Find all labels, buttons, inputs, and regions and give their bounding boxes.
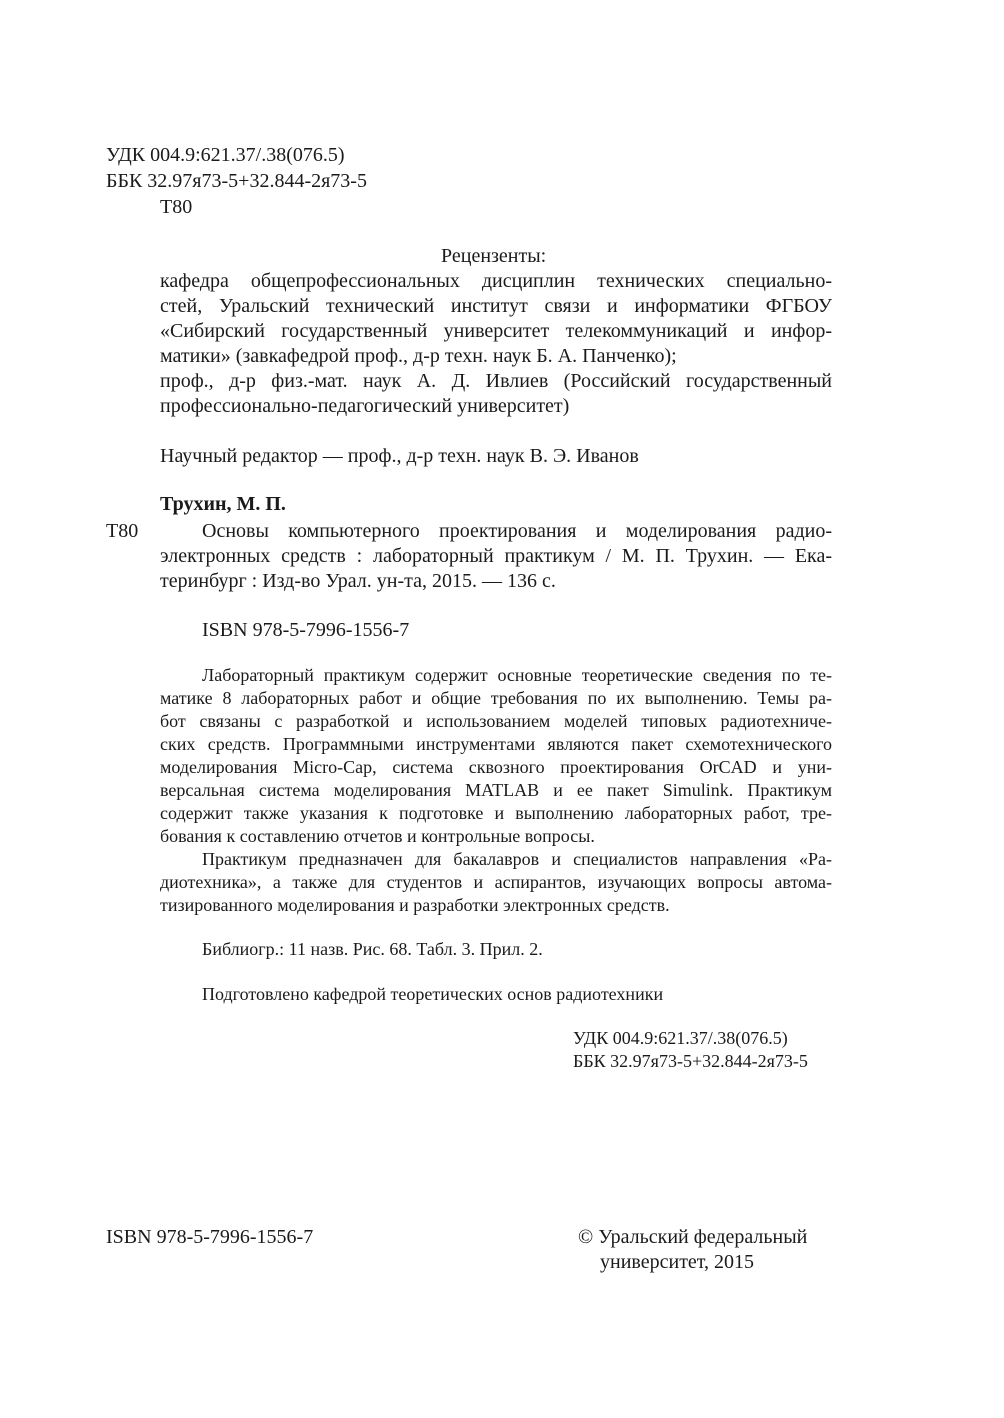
bib-line: Основы компьютерного проектирования и моделирования радио- bbox=[202, 520, 832, 542]
abstract-line: бования к составлению отчетов и контрольные вопросы. bbox=[160, 826, 595, 846]
abstract-line: бот связаны с разработкой и использованием моделей типовых радиотехниче- bbox=[160, 711, 832, 731]
bib-author: Трухин, М. П. bbox=[160, 493, 286, 515]
reviewers-line: матики» (завкафедрой проф., д-р техн. наук Б. А. Панченко); bbox=[160, 345, 677, 367]
bottom-isbn: ISBN 978-5-7996-1556-7 bbox=[106, 1226, 314, 1248]
reviewers-line: стей, Уральский технический институт связи и информатики ФГБОУ bbox=[160, 295, 832, 317]
abstract-line: ских средств. Программными инструментами являются пакет схемотехнического bbox=[160, 734, 832, 754]
header-udk: УДК 004.9:621.37/.38(076.5) bbox=[106, 144, 345, 166]
bib-isbn: ISBN 978-5-7996-1556-7 bbox=[202, 619, 410, 641]
abstract-line: тизированного моделирования и разработки электронных средств. bbox=[160, 895, 670, 915]
footer-udk: УДК 004.9:621.37/.38(076.5) bbox=[573, 1028, 788, 1048]
prepared-by: Подготовлено кафедрой теоретических основ радиотехники bbox=[202, 984, 664, 1004]
scientific-editor: Научный редактор — проф., д-р техн. наук В. Э. Иванов bbox=[160, 445, 639, 467]
abstract-line: Лабораторный практикум содержит основные теоретические сведения по те- bbox=[202, 665, 832, 685]
abstract-line: содержит также указания к подготовке и выполнению лабораторных работ, тре- bbox=[160, 803, 832, 823]
copyright-line-1: © Уральский федеральный bbox=[578, 1226, 808, 1248]
abstract-line: Практикум предназначен для бакалавров и специалистов направления «Ра- bbox=[202, 849, 832, 869]
bib-description bbox=[160, 519, 832, 594]
bib-author-code: Т80 bbox=[106, 520, 139, 542]
footer-bbk: ББК 32.97я73-5+32.844-2я73-5 bbox=[573, 1051, 808, 1071]
reviewers-line: проф., д-р физ.-мат. наук А. Д. Ивлиев (Российский государственный bbox=[160, 370, 832, 392]
abstract-line: версальная система моделирования MATLAB и ее пакет Simulink. Практикум bbox=[160, 780, 832, 800]
reviewers-line: «Сибирский государственный университет телекоммуникаций и инфор- bbox=[160, 320, 832, 342]
header-author-code: Т80 bbox=[160, 196, 193, 218]
reviewers-line: профессионально-педагогический университет) bbox=[160, 395, 570, 417]
abstract-line: матике 8 лабораторных работ и общие требования по их выполнению. Темы ра- bbox=[160, 688, 832, 708]
bib-line: теринбург : Изд-во Урал. ун-та, 2015. — 136 с. bbox=[160, 570, 556, 592]
abstract-line: моделирования Micro-Cap, система сквозного проектирования OrCAD и уни- bbox=[160, 757, 832, 777]
copyright-line-2: университет, 2015 bbox=[600, 1251, 755, 1273]
bibliography-counts: Библиогр.: 11 назв. Рис. 68. Табл. 3. Прил. 2. bbox=[202, 939, 543, 959]
bib-line: электронных средств : лабораторный практикум / М. П. Трухин. — Ека- bbox=[160, 545, 832, 567]
reviewers-block bbox=[160, 269, 832, 419]
abstract-line: диотехника», а также для студентов и аспирантов, изучающих вопросы автома- bbox=[160, 872, 832, 892]
reviewers-title: Рецензенты: bbox=[441, 245, 547, 267]
header-bbk: ББК 32.97я73-5+32.844-2я73-5 bbox=[106, 170, 367, 192]
abstract-paragraph-1 bbox=[160, 664, 832, 848]
abstract-paragraph-2 bbox=[160, 848, 832, 917]
reviewers-line: кафедра общепрофессиональных дисциплин технических специально- bbox=[160, 270, 832, 292]
